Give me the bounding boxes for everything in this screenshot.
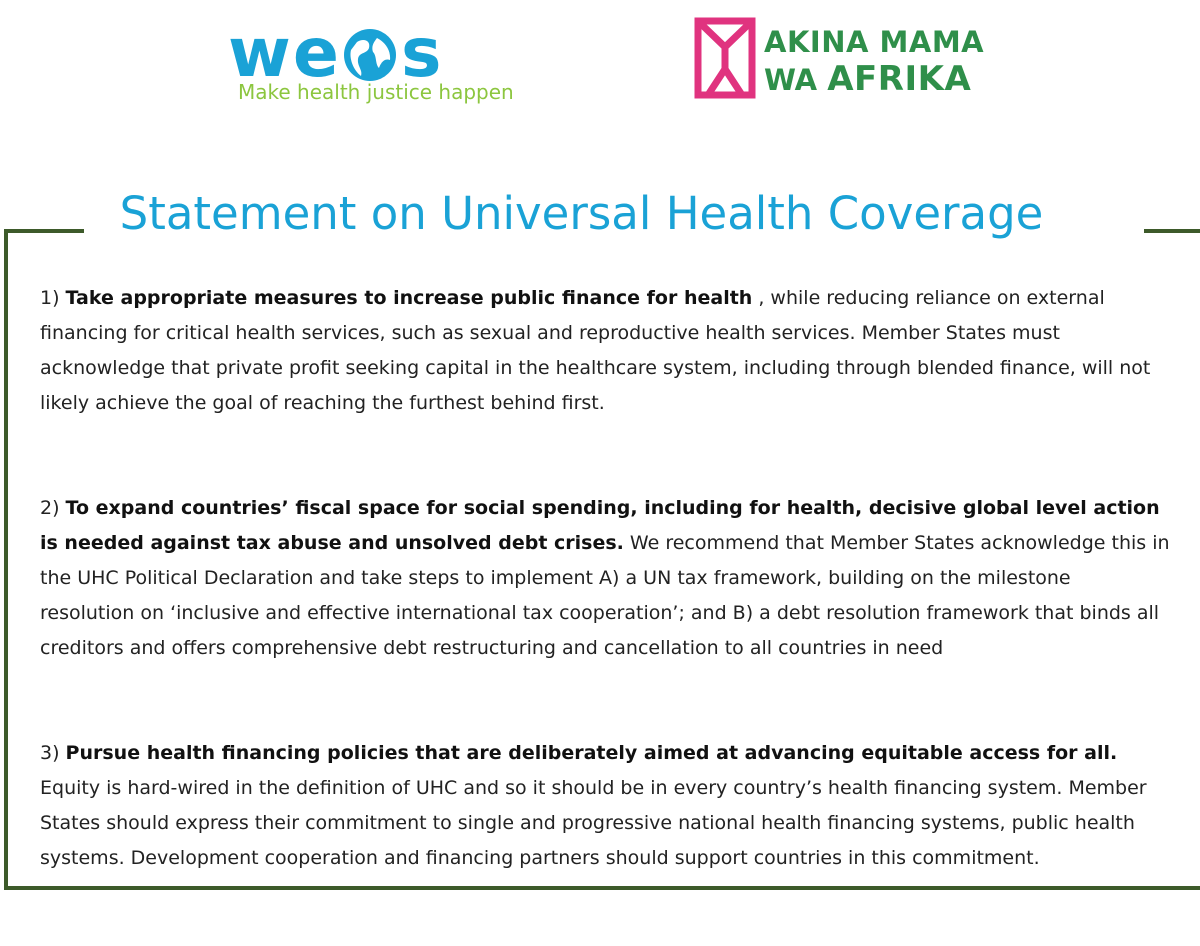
paragraph-number: 3) xyxy=(40,742,66,764)
statement-paragraph-2 xyxy=(40,491,1170,666)
akina-line2-big: AFRIKA xyxy=(827,59,972,99)
akina-line2 xyxy=(764,59,971,99)
wemos-logo xyxy=(228,16,528,106)
paragraph-text: We recommend that Member States acknowledge this in the UHC Political Declaration and take steps to implement A) a UN tax framework, building on the milestone resolution on ‘inclusive and effective international tax cooperation’; and B) a debt resolution framework that binds all creditors and offers comprehensive debt restructuring and cancellation to all countries in need xyxy=(40,532,1170,659)
akina-mark-icon xyxy=(694,17,756,99)
paragraph-text: , while reducing reliance on external financing for critical health services, such as sexual and reproductive health services. Member States must acknowledge that private profit seeking capital in the healthcare system, including through blended finance, will not likely achieve the goal of reaching the furthest behind first. xyxy=(40,287,1151,414)
wemos-wordmark-left: we xyxy=(228,14,341,93)
paragraph-bold-lead: To expand countries’ fiscal space for social spending, including for health, decisive global level action is needed against tax abuse and unsolved debt crises. xyxy=(40,497,1160,554)
paragraph-text: Equity is hard-wired in the definition of UHC and so it should be in every country’s health financing system. Member States should express their commitment to single and progressive national health financing systems, public health systems. Development cooperation and financing partners should support countries in this commitment. xyxy=(40,777,1147,869)
paragraph-bold-lead: Pursue health financing policies that are deliberately aimed at advancing equitable access for all. xyxy=(65,742,1118,764)
paragraph-number: 2) xyxy=(40,497,66,519)
akina-line2-small: WA xyxy=(764,63,828,97)
page-title: Statement on Universal Health Coverage xyxy=(119,187,1044,240)
globe-icon xyxy=(341,26,399,84)
paragraph-number: 1) xyxy=(40,287,66,309)
akina-mama-logo xyxy=(694,17,985,103)
statement-paragraph-3 xyxy=(40,736,1170,876)
statement-paragraph-1 xyxy=(40,281,1170,421)
statement-body xyxy=(40,281,1170,946)
wemos-tagline: Make health justice happen xyxy=(238,80,514,104)
akina-line1: AKINA MAMA xyxy=(764,25,985,59)
wemos-wordmark-right: s xyxy=(400,14,444,93)
paragraph-bold-lead: Take appropriate measures to increase public finance for health xyxy=(65,287,753,309)
